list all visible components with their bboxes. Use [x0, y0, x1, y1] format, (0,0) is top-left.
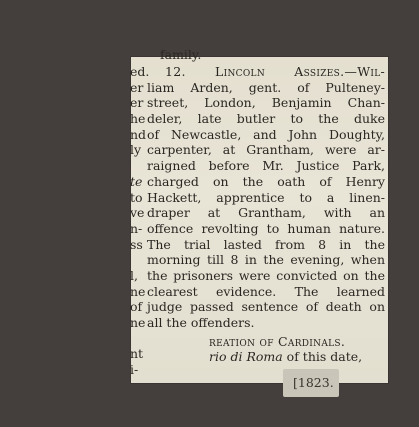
text-line: clearest evidence. The learned	[147, 283, 385, 299]
left-column-fragment: te	[130, 173, 143, 189]
left-column-fragment: ly	[130, 142, 142, 158]
text-line: draper at Grantham, with an	[147, 205, 385, 221]
section-heading-fragment: reation of Cardinals.	[209, 333, 346, 349]
left-column-fragment: of	[130, 299, 143, 315]
left-column-fragment: ve	[130, 205, 145, 221]
left-column-fragment: i-	[130, 362, 139, 378]
year-stamp: [1823.	[283, 369, 339, 397]
text-line: of Newcastle, and John Doughty,	[147, 126, 385, 142]
left-column-fragment: nt	[130, 346, 144, 362]
text-line: offence revolting to human nature.	[147, 220, 385, 236]
text-fragment: of this date,	[282, 349, 363, 365]
left-column-fragment: ne	[130, 283, 146, 299]
text-line: Hackett, apprentice to a linen-	[147, 189, 385, 205]
article-text	[147, 56, 385, 392]
text-line: charged on the oath of Henry	[147, 173, 385, 189]
text-line: street, London, Benjamin Chan-	[147, 95, 385, 111]
text-line: raigned before Mr. Justice Park,	[147, 158, 385, 174]
left-column-fragment: ss	[130, 236, 143, 252]
left-column-fragment	[130, 158, 141, 174]
page-top-fragment: family.	[160, 47, 202, 62]
book-page-scan	[130, 47, 389, 390]
text-line: judge passed sentence of death on	[147, 299, 385, 315]
left-column-fragment	[130, 252, 141, 268]
left-column-fragment: ne	[130, 315, 146, 330]
text-line: liam Arden, gent. of Pulteney-	[147, 79, 385, 95]
left-column-fragment: er	[130, 79, 144, 95]
text-line	[147, 349, 385, 365]
text-line: The trial lasted from 8 in the	[147, 236, 385, 252]
text-line: carpenter, at Grantham, were ar-	[147, 142, 385, 158]
text-line: the prisoners were convicted on the	[147, 267, 385, 283]
left-column-fragment: nd	[130, 126, 147, 142]
left-column-fragment: n-	[130, 220, 143, 236]
text-line: all the offenders.	[147, 315, 255, 330]
italic-title: rio di Roma	[209, 349, 283, 365]
left-column-fragment: l,	[130, 267, 138, 283]
left-column-fragment: er	[130, 95, 144, 111]
text-line: deler, late butler to the duke	[147, 111, 385, 127]
left-column-fragment	[130, 331, 141, 347]
left-column-fragment: he	[130, 111, 146, 127]
left-column-fragment: ed.	[130, 64, 150, 79]
left-column-fragment: to	[130, 189, 143, 205]
text-line: 12. Lincoln Assizes.—Wil-	[165, 64, 385, 79]
left-column-fragments	[130, 56, 150, 392]
text-line: morning till 8 in the evening, when	[147, 252, 385, 268]
